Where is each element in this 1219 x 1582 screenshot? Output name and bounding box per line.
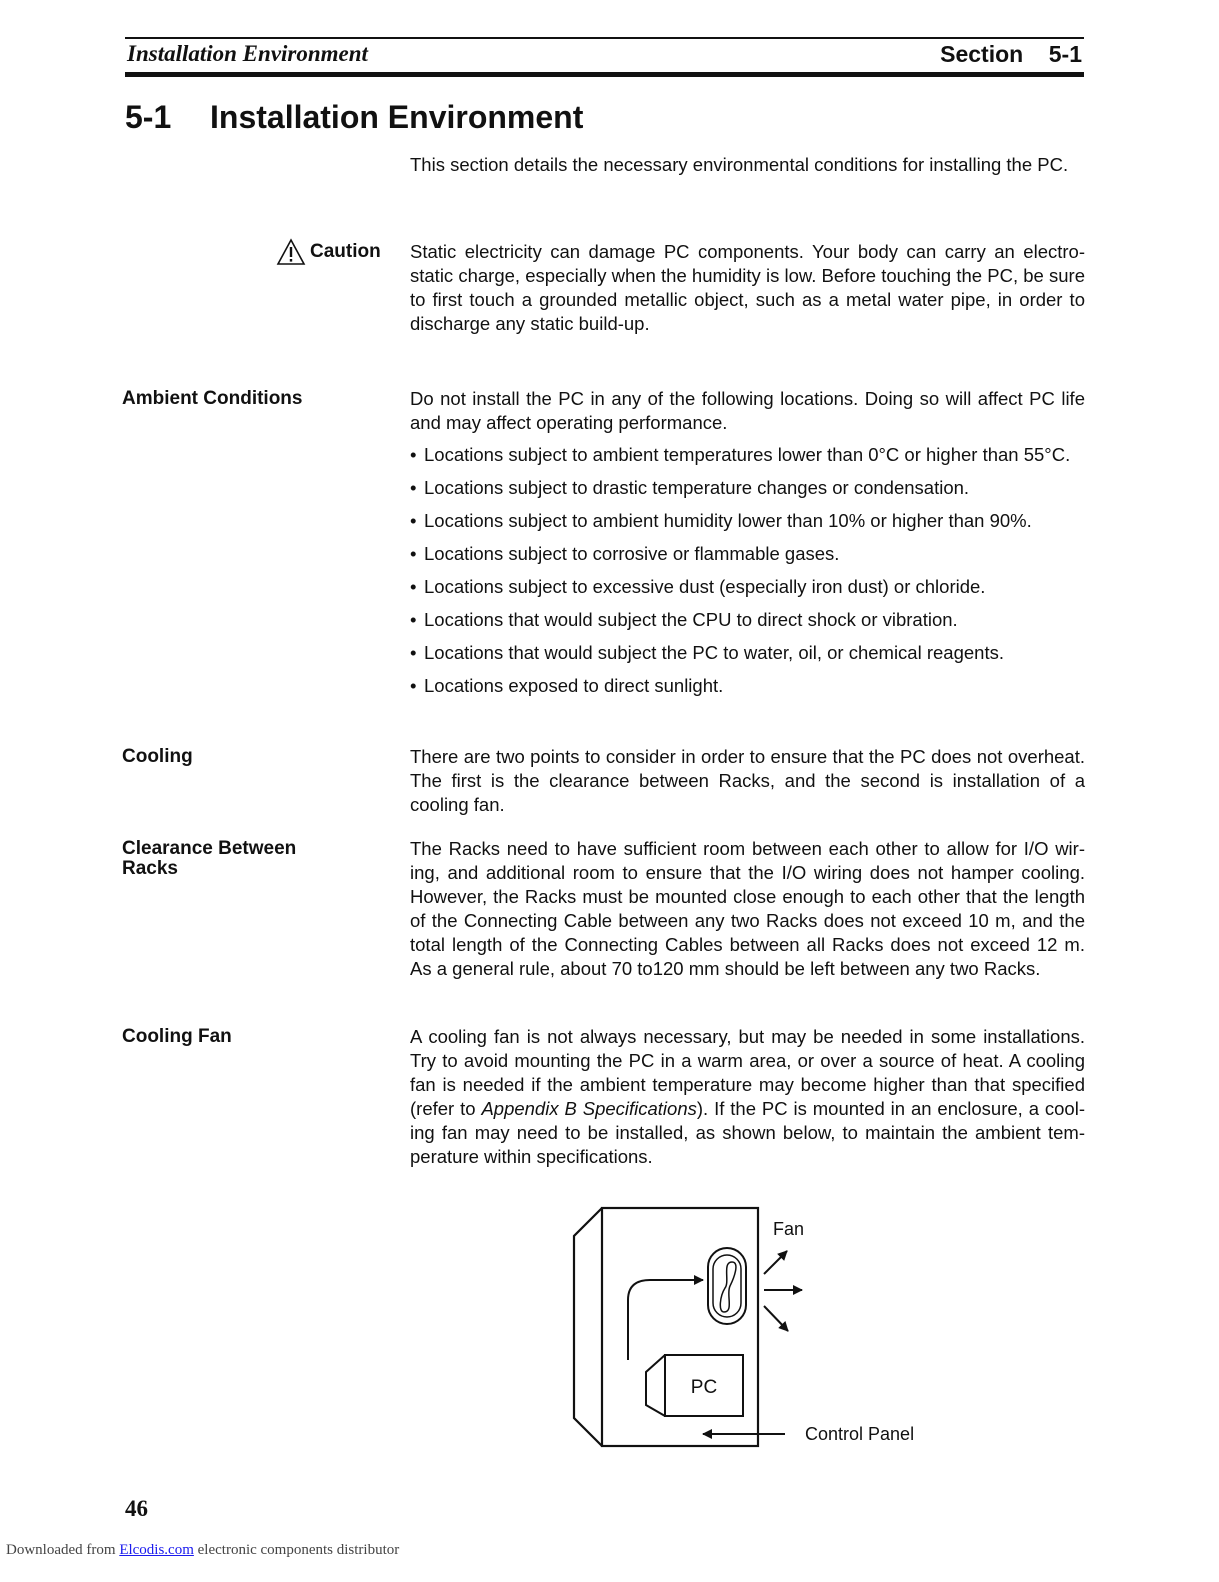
list-item: • Locations subject to ambient temperatures lower than 0°C or higher than 55°C.: [410, 443, 1085, 467]
download-suffix: electronic components distributor: [197, 1542, 400, 1558]
clearance-paragraph: The Racks need to have sufficient room between each other to allow for I/O wiring, and additional room to ensure that the I/O wiring does not hamper cooling. However, the Racks must be mounted close enough to each other that the length of the Connecting Cable between any two Racks does not exceed 10 m, and the total length of the Connecting Cables between all Racks does not exceed 12 m. As a general rule, about 70 to120 mm should be left between any two Racks.: [410, 838, 1085, 979]
cooling-paragraph: There are two points to consider in order to ensure that the PC does not overheat. The first is the clearance between Racks, and the second is installation of a cooling fan.: [410, 746, 1085, 815]
caution-paragraph: Static electricity can damage PC components. Your body can carry an electrostatic charge, especially when the humidity is low. Before touching the PC, be sure to first touch a grounded metallic object, such as a metal water pipe, in order to discharge any static build-up.: [410, 241, 1085, 334]
download-prefix: Downloaded from: [6, 1542, 116, 1558]
cooling-fan-heading: Cooling Fan: [122, 1026, 232, 1047]
cooling-heading: Cooling: [122, 746, 193, 767]
intro-paragraph: This section details the necessary environmental conditions for installing the PC.: [410, 154, 1069, 175]
exhaust-arrow-up: [764, 1251, 787, 1274]
clearance-heading: Clearance Between Racks: [122, 838, 297, 879]
page-number: 46: [125, 1496, 148, 1521]
list-item: • Locations subject to excessive dust (especially iron dust) or chloride.: [410, 575, 1085, 599]
cooling-fan-text-start: A cooling fan is not always necessary, but may be needed in some installations. Try to avoid mounting the PC in a warm area, or over a source of heat. A cooling fan is needed if the ambient temperature may become higher than that specified (refer to: [410, 1026, 1085, 1119]
section-title: [125, 99, 583, 136]
list-item: • Locations that would subject the PC to water, oil, or chemical reagents.: [410, 641, 1085, 665]
ambient-conditions-heading: Ambient Conditions: [122, 388, 303, 409]
elcodis-link[interactable]: Elcodis.com: [119, 1542, 194, 1558]
list-item: • Locations exposed to direct sunlight.: [410, 674, 1085, 698]
caution-text-label: Caution: [310, 241, 381, 262]
cooling-fan-text-end: ). If the PC is mounted in an enclosure, a cooling fan may need to be installed, as shown below, to maintain the ambient temperature within specifications.: [410, 1098, 1085, 1167]
ambient-conditions-list: [410, 443, 1085, 698]
pc-label: PC: [690, 1377, 718, 1398]
cooling-fan-paragraph: [410, 1025, 1085, 1169]
cooling-fan-diagram: [560, 1200, 940, 1460]
caution-label: [276, 238, 381, 266]
warning-triangle-icon: [276, 238, 306, 266]
list-item: • Locations that would subject the CPU to direct shock or vibration.: [410, 608, 1085, 632]
running-header-title: Installation Environment: [127, 41, 368, 66]
control-panel-label: Control Panel: [805, 1424, 915, 1444]
section-title-text: Installation Environment: [210, 99, 584, 135]
exhaust-arrow-down: [764, 1306, 788, 1331]
airflow-arrow: [628, 1280, 703, 1360]
list-item: • Locations subject to ambient humidity lower than 10% or higher than 90%.: [410, 509, 1085, 533]
header-bottom-rule: [125, 72, 1084, 77]
download-footer: [6, 1542, 399, 1559]
list-item: • Locations subject to drastic temperature changes or condensation.: [410, 476, 1085, 500]
section-number: 5-1: [125, 99, 172, 135]
fan-icon: [708, 1248, 746, 1324]
list-item: • Locations subject to corrosive or flammable gases.: [410, 542, 1085, 566]
ambient-conditions-paragraph: Do not install the PC in any of the following locations. Doing so will affect PC life and may affect operating performance.: [410, 388, 1085, 433]
appendix-reference: Appendix B Specifications: [481, 1098, 697, 1119]
header-top-rule: [125, 37, 1084, 39]
running-header-section: Section 5-1: [940, 41, 1082, 67]
fan-label: Fan: [773, 1219, 805, 1239]
ambient-conditions-body: [410, 387, 1085, 698]
